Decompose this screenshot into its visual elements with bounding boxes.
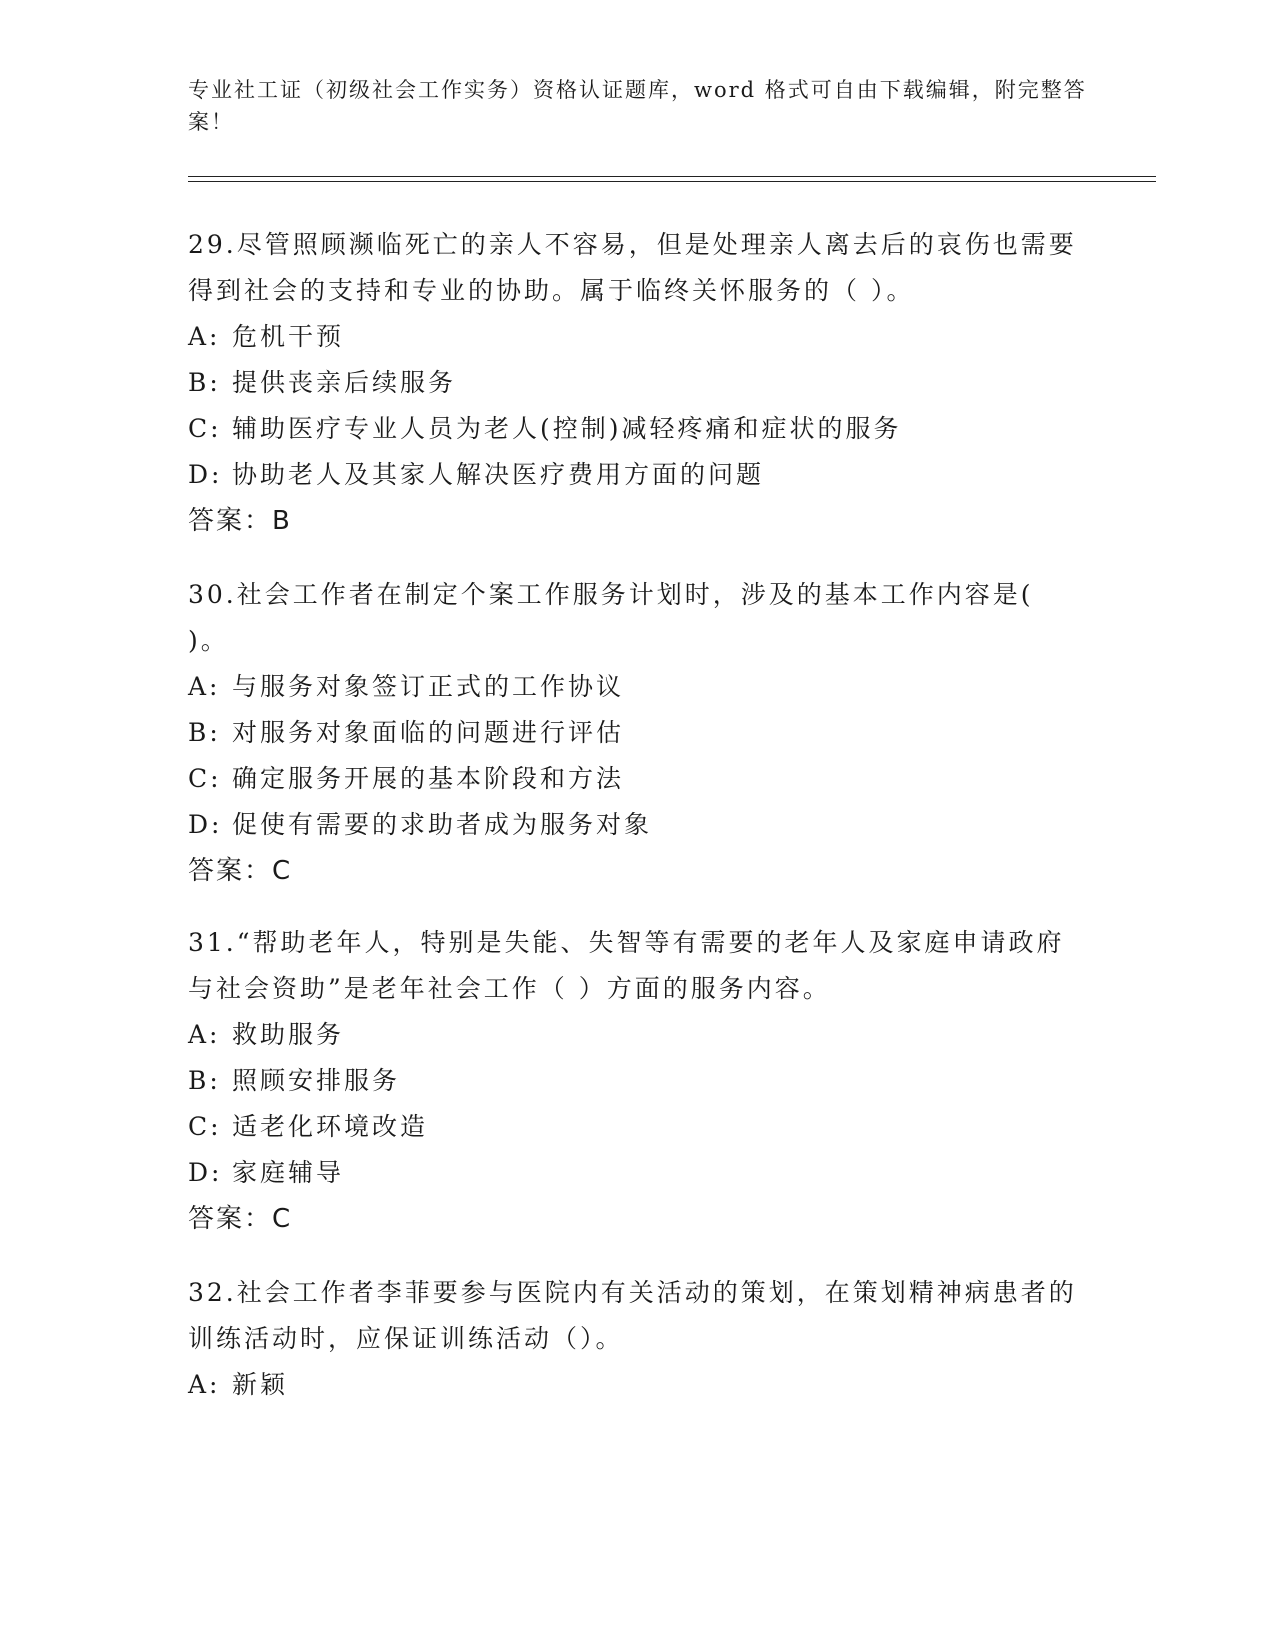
header-divider-line [188, 176, 1156, 177]
option-key: B: [188, 1066, 221, 1095]
option-key: D: [188, 810, 223, 839]
option-a [188, 1012, 1088, 1058]
option-text: 与服务对象签订正式的工作协议 [232, 672, 625, 701]
option-key: D: [188, 460, 223, 489]
option-text: 适老化环境改造 [232, 1112, 429, 1141]
option-b [188, 360, 1088, 406]
question-30 [188, 572, 1088, 894]
option-key: C: [188, 764, 222, 793]
answer-line: 答案：C [188, 1204, 293, 1234]
option-key: C: [188, 414, 222, 443]
option-c [188, 1104, 1088, 1150]
document-header-title: 专业社工证（初级社会工作实务）资格认证题库，word 格式可自由下载编辑，附完整答案！ [188, 78, 1087, 134]
option-a [188, 1362, 1088, 1408]
option-text: 对服务对象面临的问题进行评估 [232, 718, 625, 747]
option-text: 协助老人及其家人解决医疗费用方面的问题 [232, 460, 765, 489]
option-b [188, 1058, 1088, 1104]
option-d [188, 1150, 1088, 1196]
question-stem: 30.社会工作者在制定个案工作服务计划时，涉及的基本工作内容是( )。 [188, 580, 1062, 655]
question-32 [188, 1270, 1088, 1408]
option-text: 救助服务 [232, 1020, 345, 1049]
option-key: A: [188, 1020, 221, 1049]
option-d [188, 802, 1088, 848]
option-b [188, 710, 1088, 756]
option-a [188, 314, 1088, 360]
answer-line: 答案：B [188, 506, 292, 536]
option-text: 新颖 [232, 1370, 289, 1399]
option-c [188, 406, 1088, 452]
option-text: 家庭辅导 [232, 1158, 345, 1187]
option-key: A: [188, 322, 221, 351]
header-divider-line-2 [188, 181, 1156, 182]
option-key: C: [188, 1112, 222, 1141]
option-text: 促使有需要的求助者成为服务对象 [232, 810, 653, 839]
option-key: D: [188, 1158, 223, 1187]
option-key: A: [188, 672, 221, 701]
option-a [188, 664, 1088, 710]
option-d [188, 452, 1088, 498]
option-text: 辅助医疗专业人员为老人(控制)减轻疼痛和症状的服务 [232, 414, 902, 443]
option-text: 提供丧亲后续服务 [232, 368, 457, 397]
answer-line: 答案：C [188, 856, 293, 886]
option-text: 照顾安排服务 [232, 1066, 401, 1095]
question-stem: 32.社会工作者李菲要参与医院内有关活动的策划，在策划精神病患者的训练活动时，应保证训练活动（）。 [188, 1278, 1077, 1353]
option-text: 危机干预 [232, 322, 345, 351]
question-31 [188, 920, 1088, 1242]
question-29 [188, 222, 1088, 544]
question-stem: 29.尽管照顾濒临死亡的亲人不容易，但是处理亲人离去后的哀伤也需要得到社会的支持和专业的协助。属于临终关怀服务的（ ）。 [188, 230, 1077, 305]
question-stem: 31.“帮助老年人，特别是失能、失智等有需要的老年人及家庭申请政府与社会资助”是老年社会工作（ ）方面的服务内容。 [188, 928, 1065, 1003]
option-text: 确定服务开展的基本阶段和方法 [232, 764, 625, 793]
option-c [188, 756, 1088, 802]
option-key: B: [188, 718, 221, 747]
option-key: A: [188, 1370, 221, 1399]
option-key: B: [188, 368, 221, 397]
